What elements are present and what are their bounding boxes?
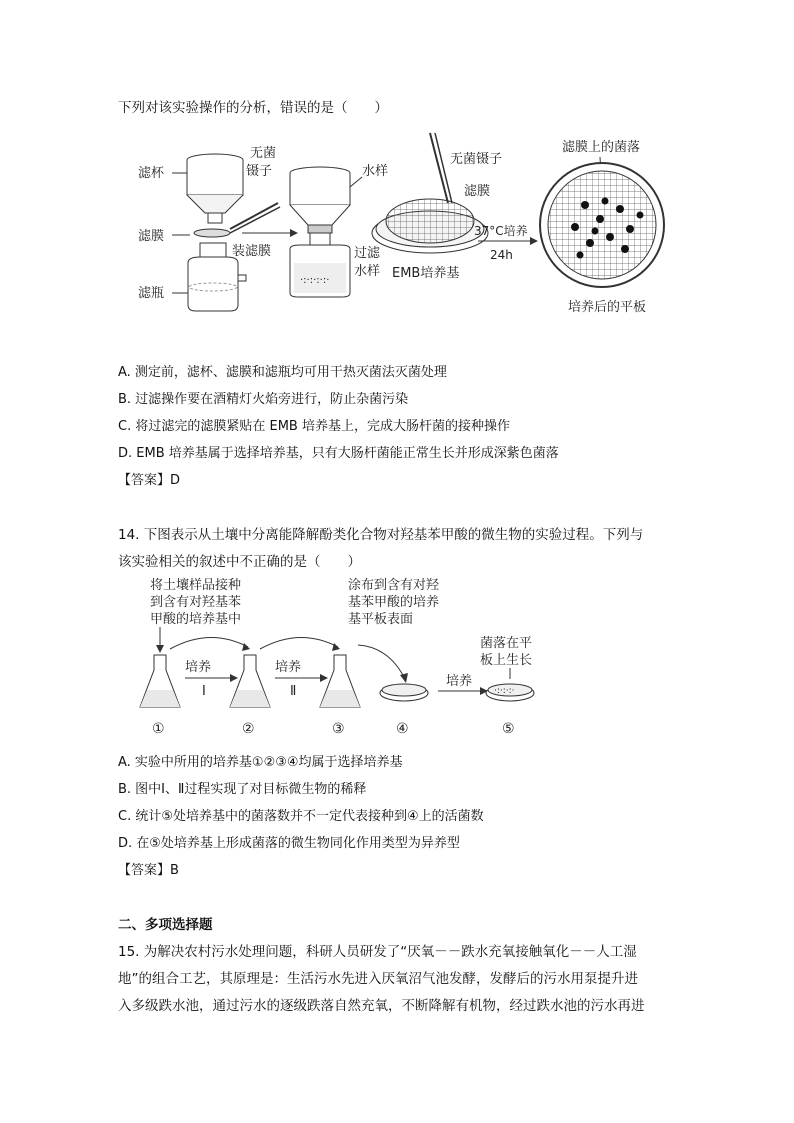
svg-text:将土壤样品接种: 将土壤样品接种 <box>150 578 242 593</box>
svg-text:⑤: ⑤ <box>502 721 515 737</box>
label-time: 24h <box>490 248 513 262</box>
culture-plate-drawing <box>540 163 664 287</box>
label-filter-2: 水样 <box>354 264 381 279</box>
label-tweezers-top: 无菌镊子 <box>450 152 503 167</box>
q13-stem: 下列对该实验操作的分析，错误的是（ ） <box>118 100 388 116</box>
svg-text:·:·:·:·: ·:·:·:· <box>494 686 515 696</box>
q13-option-a: A. 测定前，滤杯、滤膜和滤瓶均可用干热灭菌法灭菌处理 <box>118 365 447 380</box>
svg-text:③: ③ <box>332 721 345 737</box>
q13-option-b: B. 过滤操作要在酒精灯火焰旁进行，防止杂菌污染 <box>118 392 409 407</box>
svg-text:到含有对羟基苯: 到含有对羟基苯 <box>150 595 242 610</box>
filtration-figure <box>130 125 690 325</box>
label-filter-bottle: 滤瓶 <box>138 286 165 301</box>
q13-option-c: C. 将过滤完的滤膜紧贴在 EMB 培养基上，完成大肠杆菌的接种操作 <box>118 419 510 434</box>
svg-text:④: ④ <box>396 721 409 737</box>
label-colonies: 滤膜上的菌落 <box>562 140 641 155</box>
label-sterile-2: 镊子 <box>246 164 273 179</box>
svg-text:Ⅰ: Ⅰ <box>202 684 206 699</box>
svg-text:Ⅱ: Ⅱ <box>290 684 297 699</box>
filter-cup-drawing <box>187 154 243 223</box>
svg-text:②: ② <box>242 721 255 737</box>
svg-text:菌落在平: 菌落在平 <box>480 636 533 651</box>
section-heading: 二、多项选择题 <box>118 917 213 933</box>
emb-dish-drawing <box>372 199 488 253</box>
label-membrane-right: 滤膜 <box>464 184 491 199</box>
q14-option-b: B. 图中Ⅰ、Ⅱ过程实现了对目标微生物的稀释 <box>118 782 367 797</box>
flask-2-drawing <box>230 655 270 707</box>
svg-text:培养: 培养 <box>185 660 212 675</box>
q14-option-d: D. 在⑤处培养基上形成菌落的微生物同化作用类型为异养型 <box>118 836 460 851</box>
svg-text:基平板表面: 基平板表面 <box>348 612 414 627</box>
isolation-figure <box>130 575 590 740</box>
label-water-sample: 水样 <box>362 164 389 179</box>
label-sterile-1: 无菌 <box>250 146 277 161</box>
q13-option-d: D. EMB 培养基属于选择培养基，只有大肠杆菌能正常生长并形成深紫色菌落 <box>118 446 559 461</box>
svg-text:板上生长: 板上生长 <box>480 653 533 668</box>
q14-stem-line1: 14. 下图表示从土壤中分离能降解酚类化合物对羟基苯甲酸的微生物的实验过程。下列与 <box>118 527 644 543</box>
flask-1-drawing <box>140 655 180 707</box>
assembled-apparatus-drawing <box>290 167 350 297</box>
label-temp: 37°C培养 <box>474 224 528 238</box>
label-emb: EMB培养基 <box>392 266 460 281</box>
q14-option-a: A. 实验中所用的培养基①②③④均属于选择培养基 <box>118 755 403 770</box>
label-load-membrane: 装滤膜 <box>232 244 272 259</box>
label-filter-1: 过滤 <box>354 246 381 261</box>
q14-option-c: C. 统计⑤处培养基中的菌落数并不一定代表接种到④上的活菌数 <box>118 809 484 824</box>
q15-line2: 地”的组合工艺，其原理是：生活污水先进入厌氧沼气池发酵，发酵后的污水用泵提升进 <box>118 971 638 987</box>
q15-line3: 入多级跌水池，通过污水的逐级跌落自然充氧，不断降解有机物，经过跌水池的污水再进 <box>118 998 645 1014</box>
q13-answer: 【答案】D <box>118 473 181 488</box>
svg-text:·:·:·:·:·: ·:·:·:·:· <box>300 275 330 286</box>
q14-answer: 【答案】B <box>118 863 179 878</box>
q14-stem-line2: 该实验相关的叙述中不正确的是（ ） <box>118 554 361 570</box>
svg-text:培养: 培养 <box>275 660 302 675</box>
flask-3-drawing <box>320 655 360 707</box>
label-membrane: 滤膜 <box>138 229 165 244</box>
svg-text:甲酸的培养基中: 甲酸的培养基中 <box>150 612 242 627</box>
svg-text:培养: 培养 <box>446 674 473 689</box>
q15-line1: 15. 为解决农村污水处理问题，科研人员研发了“厌氧－－跌水充氧接触氧化－－人工湿 <box>118 944 637 960</box>
svg-text:基苯甲酸的培养: 基苯甲酸的培养 <box>348 595 440 610</box>
svg-text:涂布到含有对羟: 涂布到含有对羟 <box>348 578 440 593</box>
svg-text:①: ① <box>152 721 165 737</box>
label-filter-cup: 滤杯 <box>138 166 165 181</box>
label-plate: 培养后的平板 <box>568 300 647 315</box>
